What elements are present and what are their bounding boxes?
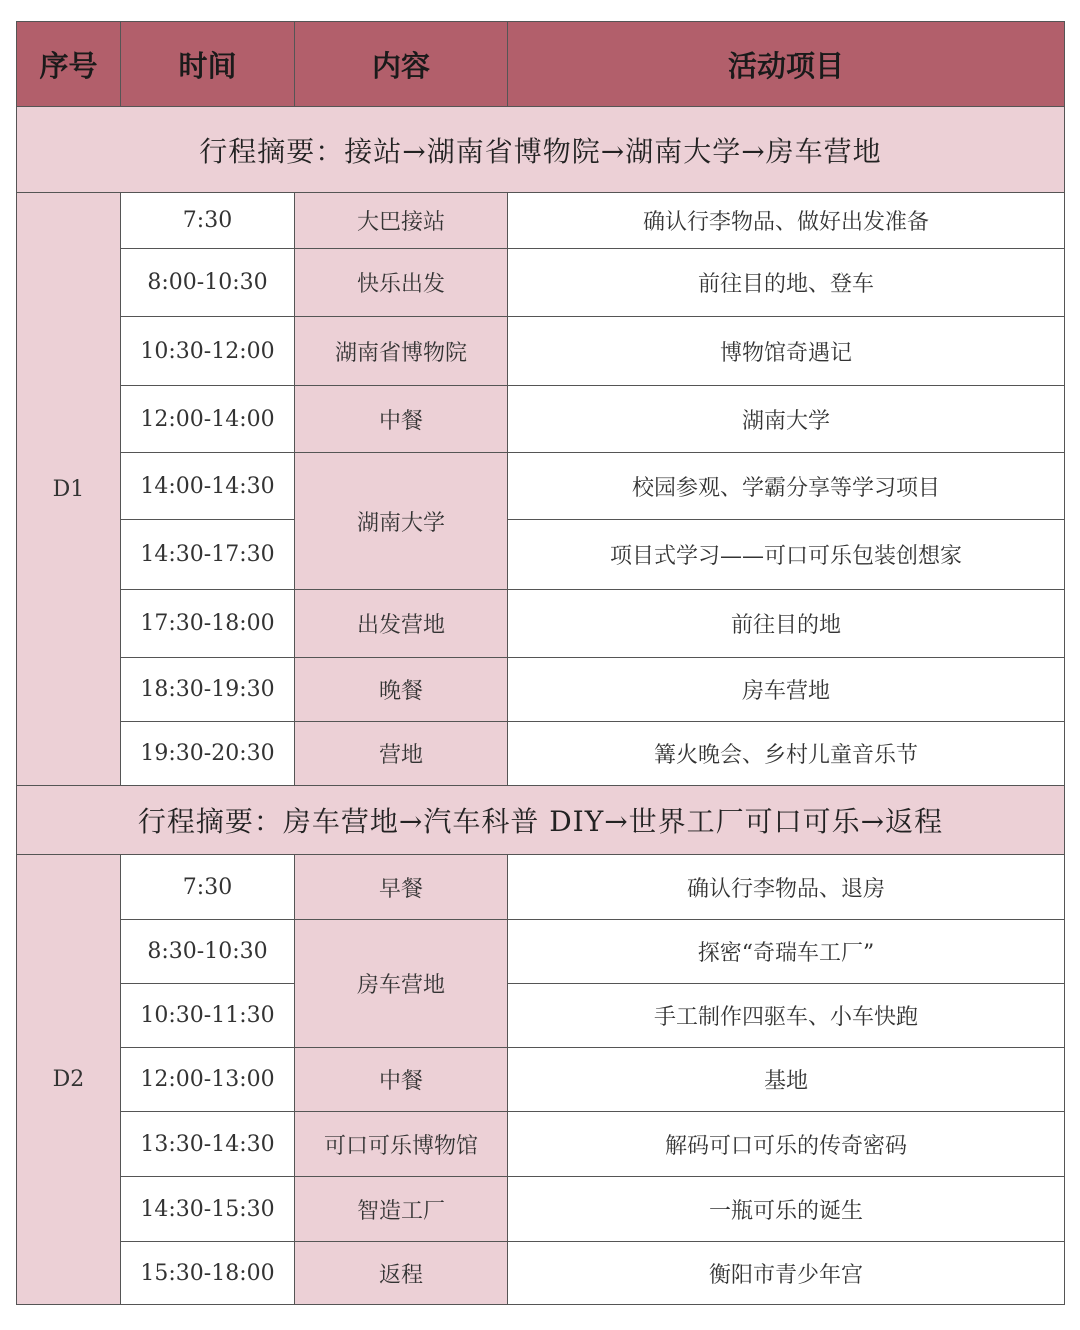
time-cell: 14:30-17:30 — [121, 520, 295, 590]
content-cell: 早餐 — [295, 855, 508, 920]
time-cell: 15:30-18:00 — [121, 1242, 295, 1305]
time-cell: 10:30-12:00 — [121, 317, 295, 386]
d1-summary-row — [17, 107, 1065, 193]
activity-cell: 探密“奇瑞车工厂” — [508, 920, 1065, 984]
time-cell: 7:30 — [121, 855, 295, 920]
activity-cell: 篝火晚会、乡村儿童音乐节 — [508, 722, 1065, 786]
content-cell: 湖南省博物院 — [295, 317, 508, 386]
content-cell: 湖南大学 — [295, 453, 508, 590]
table-row — [17, 386, 1065, 453]
time-cell: 14:00-14:30 — [121, 453, 295, 520]
time-cell: 8:30-10:30 — [121, 920, 295, 984]
activity-cell: 解码可口可乐的传奇密码 — [508, 1112, 1065, 1177]
table-row — [17, 453, 1065, 520]
table-row — [17, 590, 1065, 658]
content-cell: 快乐出发 — [295, 249, 508, 317]
table-row — [17, 193, 1065, 249]
content-cell: 晚餐 — [295, 658, 508, 722]
activity-cell: 确认行李物品、退房 — [508, 855, 1065, 920]
time-cell: 17:30-18:00 — [121, 590, 295, 658]
activity-cell: 项目式学习——可口可乐包装创想家 — [508, 520, 1065, 590]
d1-summary: 行程摘要：接站→湖南省博物院→湖南大学→房车营地 — [17, 107, 1065, 193]
activity-cell: 房车营地 — [508, 658, 1065, 722]
header-time: 时间 — [121, 22, 295, 107]
activity-cell: 前往目的地、登车 — [508, 249, 1065, 317]
table-row — [17, 1242, 1065, 1305]
content-cell: 可口可乐博物馆 — [295, 1112, 508, 1177]
time-cell: 7:30 — [121, 193, 295, 249]
content-cell: 出发营地 — [295, 590, 508, 658]
time-cell: 14:30-15:30 — [121, 1177, 295, 1242]
table-row — [17, 1048, 1065, 1112]
time-cell: 10:30-11:30 — [121, 984, 295, 1048]
table-row — [17, 984, 1065, 1048]
time-cell: 8:00-10:30 — [121, 249, 295, 317]
activity-cell: 湖南大学 — [508, 386, 1065, 453]
d2-summary: 行程摘要：房车营地→汽车科普 DIY→世界工厂可口可乐→返程 — [17, 786, 1065, 855]
table-row — [17, 249, 1065, 317]
day-label-d1: D1 — [17, 193, 121, 786]
itinerary-table — [16, 21, 1065, 1305]
table-row — [17, 920, 1065, 984]
time-cell: 19:30-20:30 — [121, 722, 295, 786]
table-row — [17, 1177, 1065, 1242]
activity-cell: 确认行李物品、做好出发准备 — [508, 193, 1065, 249]
day-label-d2: D2 — [17, 855, 121, 1305]
table-row — [17, 855, 1065, 920]
table-row — [17, 520, 1065, 590]
table-row — [17, 317, 1065, 386]
time-cell: 13:30-14:30 — [121, 1112, 295, 1177]
time-cell: 12:00-13:00 — [121, 1048, 295, 1112]
header-activity: 活动项目 — [508, 22, 1065, 107]
table-row — [17, 658, 1065, 722]
header-content: 内容 — [295, 22, 508, 107]
activity-cell: 衡阳市青少年宫 — [508, 1242, 1065, 1305]
header-row — [17, 22, 1065, 107]
content-cell: 大巴接站 — [295, 193, 508, 249]
content-cell: 中餐 — [295, 386, 508, 453]
activity-cell: 前往目的地 — [508, 590, 1065, 658]
content-cell: 返程 — [295, 1242, 508, 1305]
table-row — [17, 722, 1065, 786]
content-cell: 中餐 — [295, 1048, 508, 1112]
time-cell: 12:00-14:00 — [121, 386, 295, 453]
activity-cell: 手工制作四驱车、小车快跑 — [508, 984, 1065, 1048]
activity-cell: 博物馆奇遇记 — [508, 317, 1065, 386]
content-cell: 智造工厂 — [295, 1177, 508, 1242]
time-cell: 18:30-19:30 — [121, 658, 295, 722]
activity-cell: 校园参观、学霸分享等学习项目 — [508, 453, 1065, 520]
d2-summary-row — [17, 786, 1065, 855]
activity-cell: 一瓶可乐的诞生 — [508, 1177, 1065, 1242]
table-row — [17, 1112, 1065, 1177]
content-cell: 房车营地 — [295, 920, 508, 1048]
content-cell: 营地 — [295, 722, 508, 786]
header-no: 序号 — [17, 22, 121, 107]
activity-cell: 基地 — [508, 1048, 1065, 1112]
